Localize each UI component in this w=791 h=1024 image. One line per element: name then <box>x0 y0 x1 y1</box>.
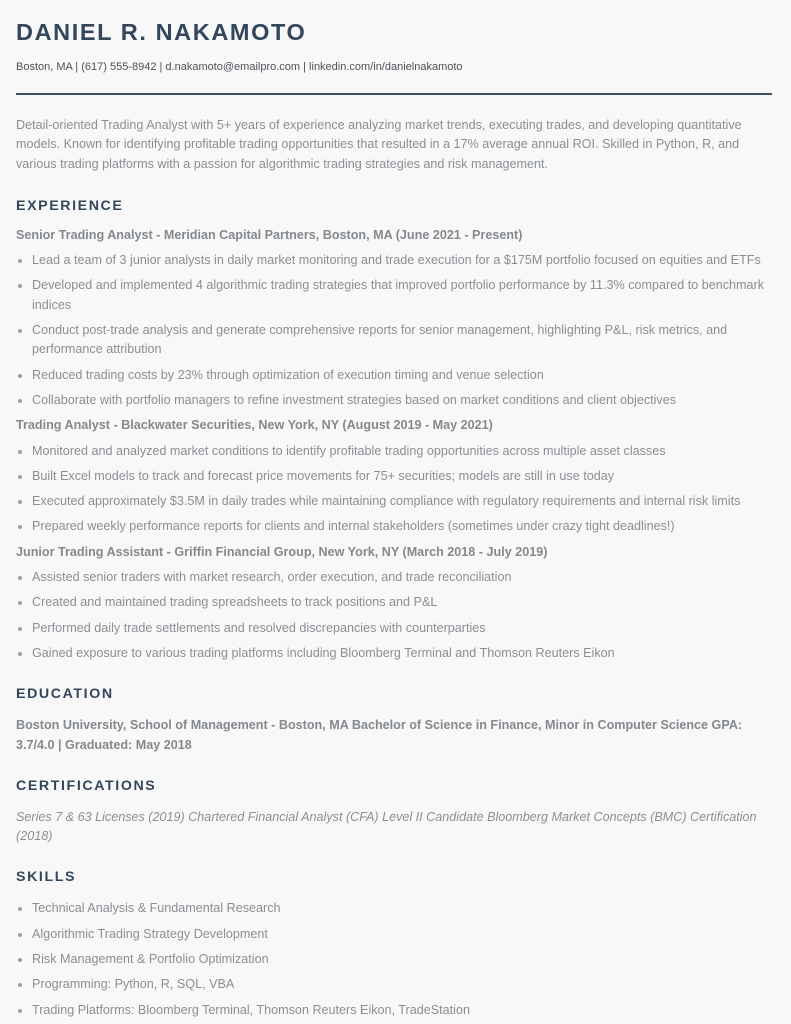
skill-text: Programming: Python, R, SQL, VBA <box>32 977 235 992</box>
list-item <box>16 366 772 385</box>
skills-list <box>16 899 772 1019</box>
list-item <box>16 276 772 315</box>
list-item <box>16 899 772 918</box>
bullet-text: Assisted senior traders with market research, order execution, and trade reconciliation <box>32 570 512 585</box>
list-item <box>16 321 772 360</box>
list-item <box>16 492 772 511</box>
certifications-heading: CERTIFICATIONS <box>16 777 157 794</box>
bullet-dot-icon <box>18 907 22 911</box>
bullet-dot-icon <box>18 475 22 479</box>
list-item <box>16 593 772 612</box>
bullet-text: Lead a team of 3 junior analysts in daily market monitoring and trade execution for a $175M portfolio focused on equities and ETFs <box>32 253 761 268</box>
bullet-text: Prepared weekly performance reports for clients and internal stakeholders (sometimes under crazy tight deadlines!) <box>32 519 675 534</box>
bullet-dot-icon <box>18 983 22 987</box>
list-item <box>16 517 772 536</box>
job-bullets <box>16 568 772 663</box>
education-heading: EDUCATION <box>16 686 114 703</box>
list-item <box>16 442 772 461</box>
job-title: Trading Analyst - Blackwater Securities, New York, NY (August 2019 - May 2021) <box>16 418 493 433</box>
bullet-dot-icon <box>18 958 22 962</box>
bullet-dot-icon <box>18 399 22 403</box>
education-details: Boston University, School of Management - Boston, MA Bachelor of Science in Finance, Minor in Computer Science GPA: 3.7/4.0 | Graduated: May 2018 <box>16 718 743 752</box>
bullet-text: Monitored and analyzed market conditions to identify profitable trading opportunities across multiple asset classes <box>32 443 666 458</box>
list-item <box>16 925 772 944</box>
skills-heading: SKILLS <box>16 869 77 886</box>
bullet-dot-icon <box>18 601 22 605</box>
candidate-name: DANIEL R. NAKAMOTO <box>16 19 307 45</box>
list-item <box>16 950 772 969</box>
job-bullets <box>16 251 772 410</box>
job-bullets <box>16 442 772 537</box>
skill-text: Trading Platforms: Bloomberg Terminal, Thomson Reuters Eikon, TradeStation <box>32 1002 470 1017</box>
bullet-dot-icon <box>18 652 22 656</box>
experience-heading: EXPERIENCE <box>16 197 124 214</box>
skill-text: Risk Management & Portfolio Optimization <box>32 952 269 967</box>
skill-text: Algorithmic Trading Strategy Development <box>32 926 268 941</box>
experience-section <box>16 226 772 663</box>
bullet-text: Created and maintained trading spreadsheets to track positions and P&L <box>32 595 438 610</box>
list-item <box>16 1001 772 1020</box>
bullet-dot-icon <box>18 525 22 529</box>
list-item <box>16 568 772 587</box>
bullet-dot-icon <box>18 259 22 263</box>
bullet-dot-icon <box>18 1009 22 1013</box>
bullet-text: Built Excel models to track and forecast price movements for 75+ securities; models are still in use today <box>32 468 615 483</box>
bullet-text: Developed and implemented 4 algorithmic trading strategies that improved portfolio performance by 11.3% compared to benchmark indices <box>32 278 764 312</box>
professional-summary: Detail-oriented Trading Analyst with 5+ years of experience analyzing market trends, executing trades, and developing quantitative models. Known for identifying profitable trading opportunities that resulted in a 17% average annual ROI. Skilled in Python, R, and various trading platforms with a passion for algorithmic trading strategies and risk management. <box>16 118 742 171</box>
bullet-dot-icon <box>18 627 22 631</box>
job-title: Junior Trading Assistant - Griffin Financial Group, New York, NY (March 2018 - July 2019) <box>16 544 548 559</box>
bullet-text: Gained exposure to various trading platforms including Bloomberg Terminal and Thomson Reuters Eikon <box>32 645 615 660</box>
bullet-text: Conduct post-trade analysis and generate comprehensive reports for senior management, highlighting P&L, risk metrics, and performance attribution <box>32 323 728 357</box>
bullet-text: Performed daily trade settlements and resolved discrepancies with counterparties <box>32 620 486 635</box>
bullet-dot-icon <box>18 500 22 504</box>
list-item <box>16 975 772 994</box>
list-item <box>16 251 772 270</box>
list-item <box>16 391 772 410</box>
header-divider <box>16 93 772 95</box>
skill-text: Technical Analysis & Fundamental Research <box>32 901 281 916</box>
bullet-dot-icon <box>18 576 22 580</box>
bullet-dot-icon <box>18 284 22 288</box>
list-item <box>16 467 772 486</box>
bullet-text: Reduced trading costs by 23% through optimization of execution timing and venue selection <box>32 367 544 382</box>
certifications-details: Series 7 & 63 Licenses (2019) Chartered Financial Analyst (CFA) Level II Candidate Bloomberg Market Concepts (BMC) Certification (2018) <box>16 809 757 844</box>
list-item <box>16 644 772 663</box>
bullet-dot-icon <box>18 933 22 937</box>
bullet-dot-icon <box>18 450 22 454</box>
bullet-dot-icon <box>18 374 22 378</box>
bullet-text: Executed approximately $3.5M in daily trades while maintaining compliance with regulatory requirements and internal risk limits <box>32 494 741 509</box>
bullet-text: Collaborate with portfolio managers to refine investment strategies based on market conditions and client objectives <box>32 392 677 407</box>
bullet-dot-icon <box>18 329 22 333</box>
job-title: Senior Trading Analyst - Meridian Capital Partners, Boston, MA (June 2021 - Present) <box>16 227 523 242</box>
contact-info: Boston, MA | (617) 555-8942 | d.nakamoto@emailpro.com | linkedin.com/in/danielnakamoto <box>16 61 463 73</box>
list-item <box>16 619 772 638</box>
